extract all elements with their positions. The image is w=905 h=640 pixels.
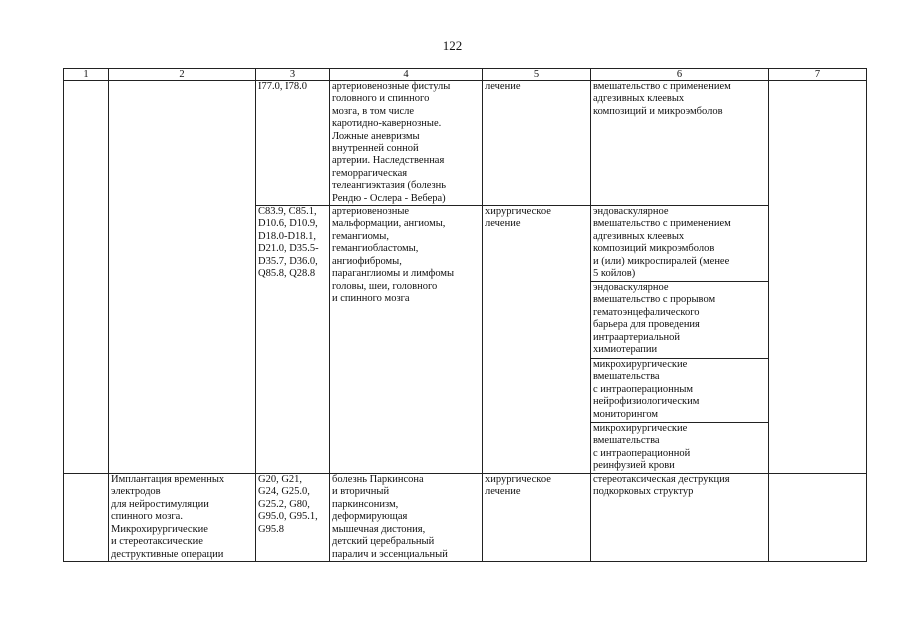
- cell-treatment-method: стереотаксическая деструкция подкорковых структур: [591, 474, 769, 562]
- header-col-2: 2: [109, 69, 256, 81]
- header-col-3: 3: [256, 69, 330, 81]
- cell-treatment-method: эндоваскулярное вмешательство с прорывом гематоэнцефалического барьера для проведения интраартериальной химиотерапии: [591, 282, 769, 359]
- cell-icd-codes: I77.0, I78.0: [256, 81, 330, 206]
- cell-icd-codes: G20, G21, G24, G25.0, G25.2, G80, G95.0, G95.1, G95.8: [256, 474, 330, 562]
- cell-number: [64, 474, 109, 562]
- cell-standard: [769, 474, 867, 562]
- cell-patient-model: артериовенозные мальформации, ангиомы, гемангиомы, гемангиобластомы, ангиофибромы, параганглиомы и лимфомы головы, шеи, головного и спинного мозга: [330, 206, 483, 474]
- header-col-5: 5: [483, 69, 591, 81]
- cell-treatment-method: эндоваскулярное вмешательство с применением адгезивных клеевых композиций микроэмболов и (или) микроспиралей (менее 5 койлов): [591, 206, 769, 282]
- services-table: [63, 68, 867, 562]
- cell-number: [64, 81, 109, 474]
- cell-treatment-method: микрохирургические вмешательства с интраоперационным нейрофизиологическим мониторингом: [591, 359, 769, 423]
- cell-treatment-method: микрохирургические вмешательства с интраоперационной реинфузией крови: [591, 423, 769, 474]
- header-row: [64, 69, 867, 81]
- cell-treatment-type: лечение: [483, 81, 591, 206]
- cell-name: [109, 81, 256, 474]
- cell-patient-model: болезнь Паркинсона и вторичный паркинсонизм, деформирующая мышечная дистония, детский церебральный паралич и эссенциальный: [330, 474, 483, 562]
- header-col-7: 7: [769, 69, 867, 81]
- cell-treatment-type: хирургическое лечение: [483, 474, 591, 562]
- table-row: [64, 474, 867, 562]
- cell-name: Имплантация временных электродов для нейростимуляции спинного мозга. Микрохирургические и стереотаксические деструктивные операции: [109, 474, 256, 562]
- cell-treatment-type: хирургическое лечение: [483, 206, 591, 474]
- cell-icd-codes: C83.9, C85.1, D10.6, D10.9, D18.0-D18.1, D21.0, D35.5- D35.7, D36.0, Q85.8, Q28.8: [256, 206, 330, 474]
- table-row: [64, 81, 867, 206]
- page-number: 122: [442, 38, 463, 53]
- cell-treatment-method: вмешательство с применением адгезивных клеевых композиций и микроэмболов: [591, 81, 769, 206]
- cell-standard: [769, 81, 867, 474]
- header-col-1: 1: [64, 69, 109, 81]
- cell-patient-model: артериовенозные фистулы головного и спинного мозга, в том числе каротидно-кавернозные. Ложные аневризмы внутренней сонной артерии. Наследственная геморрагическая телеангиэктазия (болезнь Рендю - Ослера - Вебера): [330, 81, 483, 206]
- header-col-6: 6: [591, 69, 769, 81]
- header-col-4: 4: [330, 69, 483, 81]
